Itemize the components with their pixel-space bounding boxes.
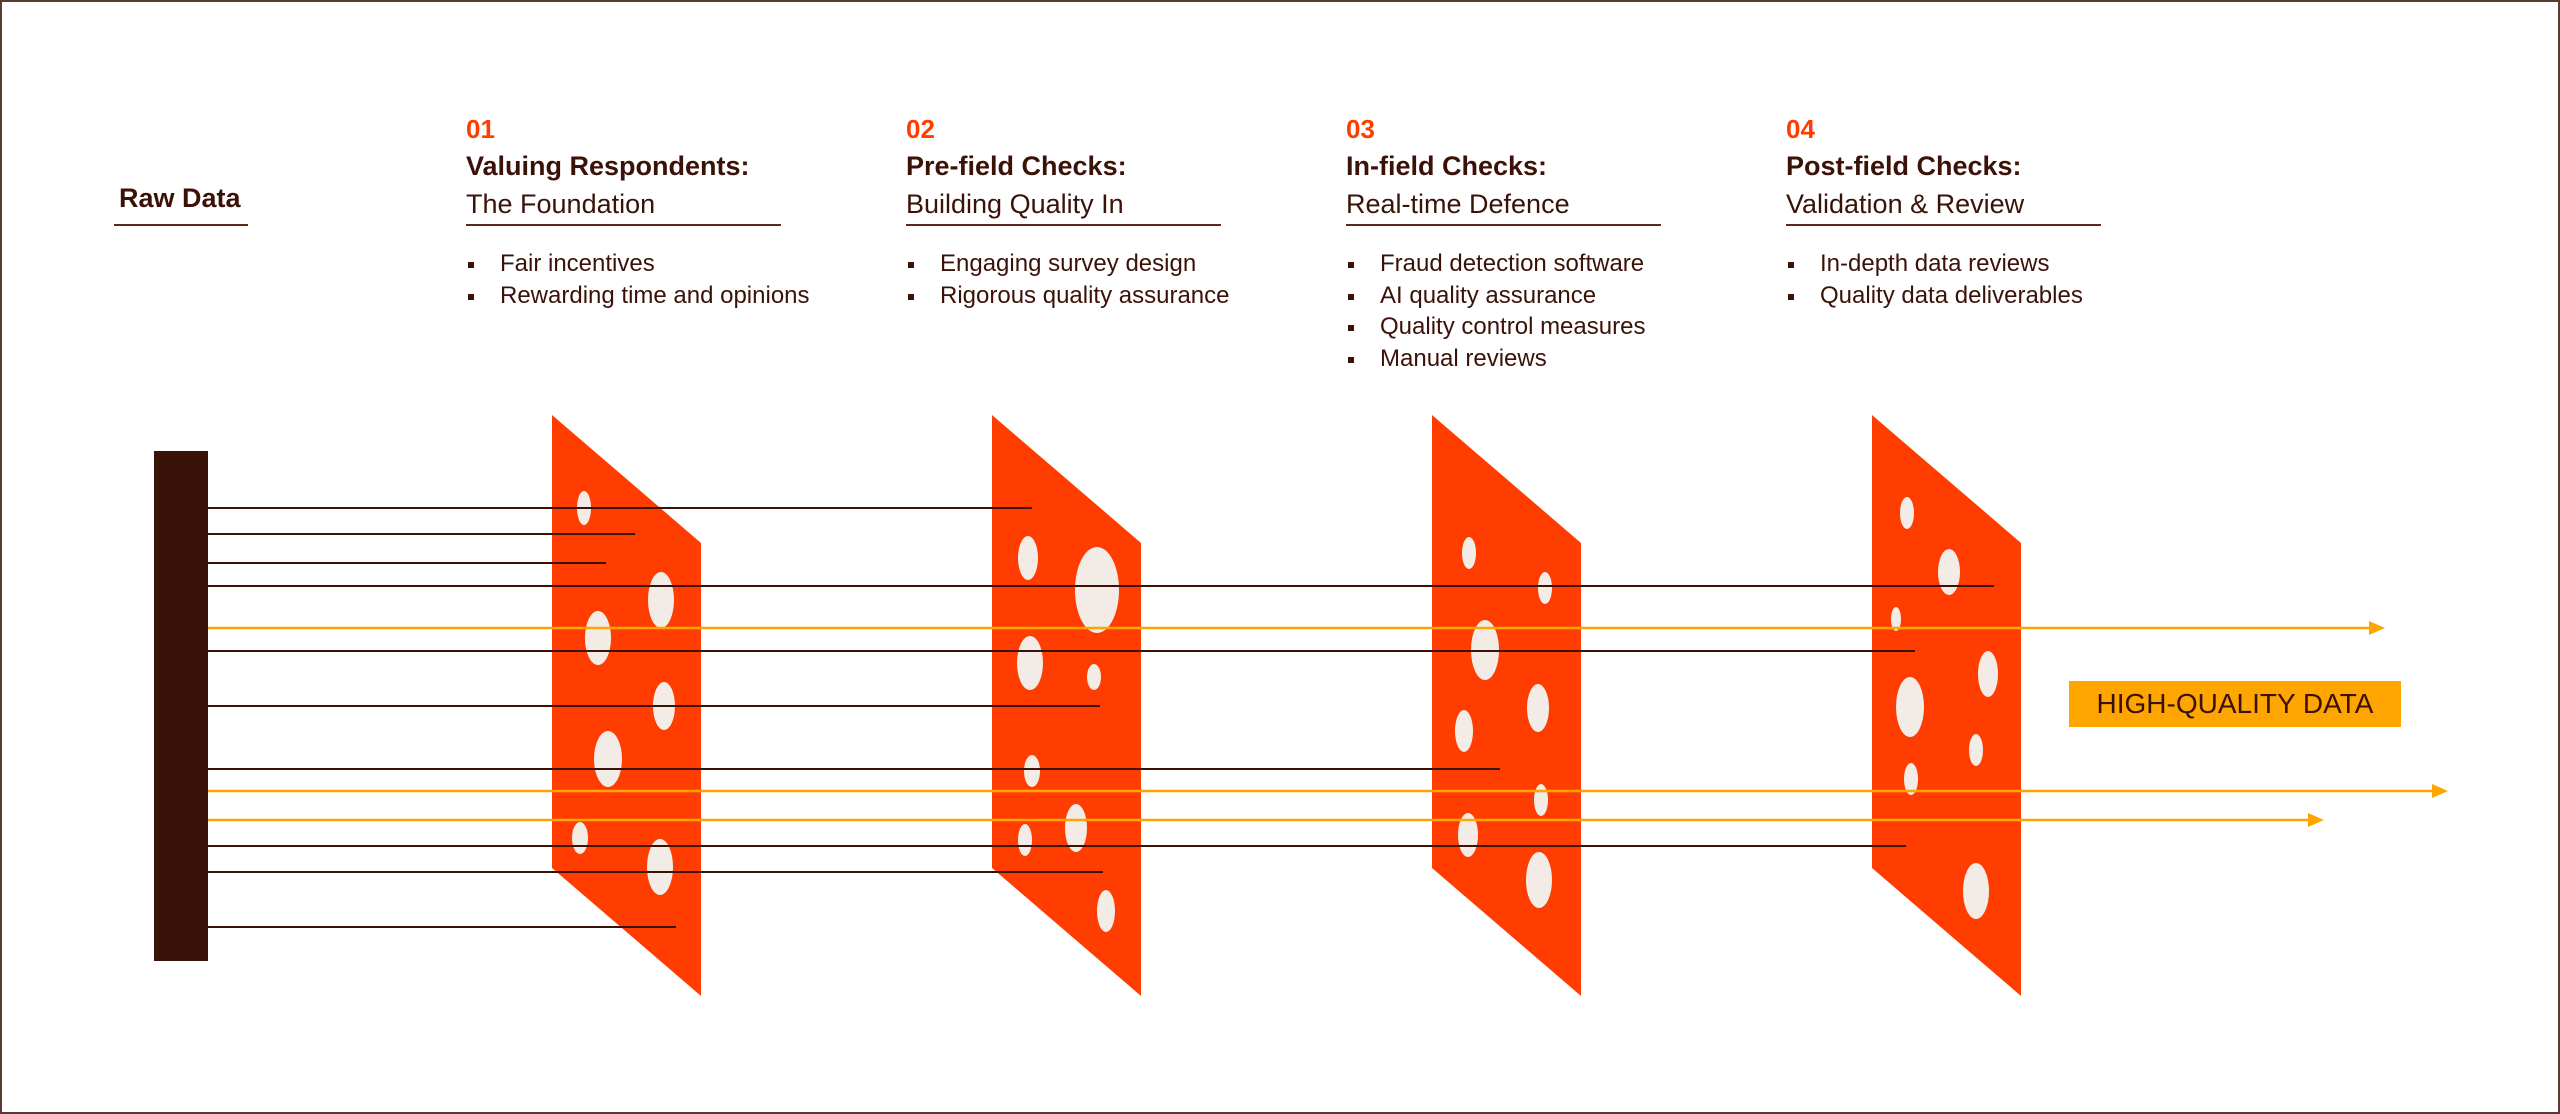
stage-subtitle: Building Quality In	[906, 184, 1221, 226]
filter-hole	[572, 822, 588, 854]
stage-number: 01	[466, 114, 495, 144]
filter-hole	[1969, 734, 1983, 766]
arrow-head	[2308, 813, 2324, 827]
bullet-item: Engaging survey design	[906, 248, 1326, 280]
arrow-head	[2369, 621, 2385, 635]
stage-subtitle: The Foundation	[466, 184, 781, 226]
bullet-item: Fraud detection software	[1346, 248, 1766, 280]
filter-hole	[1018, 824, 1032, 856]
filter-hole	[1527, 684, 1549, 732]
quality-data-line	[208, 784, 2448, 798]
filter-hole	[1526, 852, 1552, 908]
filter-hole	[1534, 784, 1548, 816]
filter-panel	[1872, 415, 2021, 996]
bullet-item: Rigorous quality assurance	[906, 280, 1326, 312]
filter-hole	[1018, 536, 1038, 580]
stage-number: 04	[1786, 114, 1815, 144]
quality-data-line	[208, 621, 2385, 635]
stage-subtitle: Real-time Defence	[1346, 184, 1661, 226]
stage-number: 02	[906, 114, 935, 144]
arrow-head	[2432, 784, 2448, 798]
filter-hole	[647, 839, 673, 895]
filter-hole	[1017, 636, 1043, 690]
bullet-item: Quality data deliverables	[1786, 280, 2206, 312]
stage-title: In-field Checks:	[1346, 151, 1548, 181]
filter-hole	[1024, 755, 1040, 787]
filter-hole	[1097, 890, 1115, 932]
filter-hole	[1978, 651, 1998, 697]
bullet-item: AI quality assurance	[1346, 280, 1766, 312]
filter-hole	[1896, 677, 1924, 737]
filter-hole	[1538, 572, 1552, 604]
stage-subtitle: Validation & Review	[1786, 184, 2101, 226]
filter-hole	[1087, 664, 1101, 690]
stage-title: Valuing Respondents:	[466, 151, 750, 181]
stage-number: 03	[1346, 114, 1375, 144]
bullet-item: In-depth data reviews	[1786, 248, 2206, 280]
stage-title: Post-field Checks:	[1786, 151, 2022, 181]
filter-hole	[1938, 549, 1960, 595]
filter-hole	[1455, 710, 1473, 752]
filter-hole	[1900, 497, 1914, 529]
bullet-item: Rewarding time and opinions	[466, 280, 886, 312]
filter-hole	[1075, 547, 1119, 633]
filter-panel	[1432, 415, 1581, 996]
filter-hole	[594, 731, 622, 787]
filter-hole	[648, 572, 674, 628]
filter-hole	[1963, 863, 1989, 919]
filter-hole	[1065, 804, 1087, 852]
bullet-item: Manual reviews	[1346, 343, 1766, 375]
filter-hole	[585, 611, 611, 665]
high-quality-data-label: HIGH-QUALITY DATA	[2069, 681, 2401, 727]
stage-title: Pre-field Checks:	[906, 151, 1127, 181]
raw-data-label: Raw Data	[114, 183, 248, 226]
bullet-item: Fair incentives	[466, 248, 886, 280]
source-bar	[154, 451, 208, 961]
filter-hole	[1462, 537, 1476, 569]
bullet-item: Quality control measures	[1346, 311, 1766, 343]
